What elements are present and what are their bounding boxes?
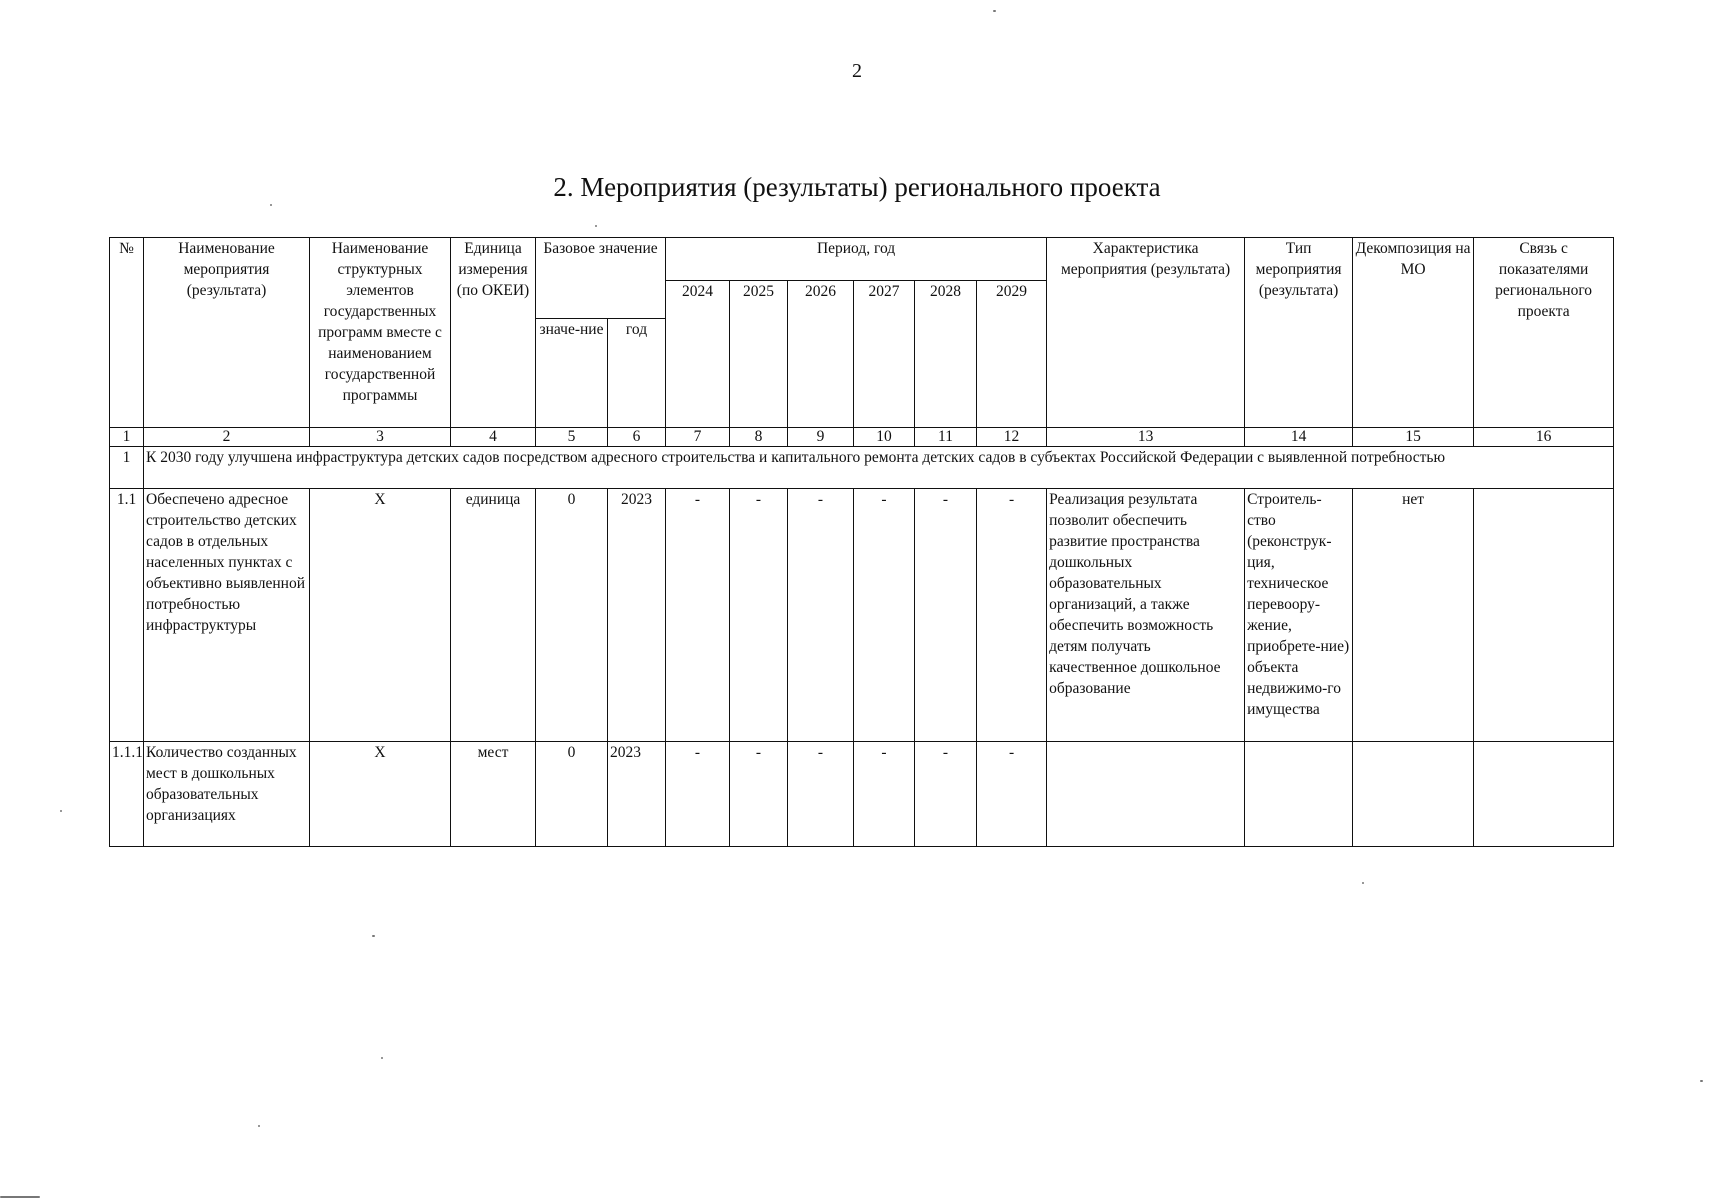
scan-speck [270, 204, 272, 206]
header-struct: Наименование структурных элементов государственных программ вместе с наименованием государственной программы [310, 238, 451, 428]
scan-speck [595, 225, 597, 227]
column-number: 14 [1245, 428, 1353, 447]
column-number: 7 [666, 428, 730, 447]
row-num: 1.1.1 [110, 742, 144, 847]
header-link: Связь с показателями регионального проекта [1474, 238, 1614, 428]
column-number: 5 [536, 428, 608, 447]
document-title: 2. Мероприятия (результаты) регионального проекта [553, 172, 1161, 202]
row-base-year: 2023 [608, 489, 666, 742]
header-year: 2025 [730, 281, 788, 428]
page-number: 2 [852, 60, 862, 82]
row-link [1474, 489, 1614, 742]
scan-speck [381, 1057, 383, 1059]
column-number: 1 [110, 428, 144, 447]
row-year-value: - [854, 742, 915, 847]
events-table [109, 237, 1614, 847]
column-number: 2 [144, 428, 310, 447]
column-number: 16 [1474, 428, 1614, 447]
header-name: Наименование мероприятия (результата) [144, 238, 310, 428]
scan-speck [993, 10, 996, 12]
table-row [110, 742, 1614, 847]
row-type: Строитель-ство (реконструк-ция, техническое перевоору-жение, приобрете-ние) объекта недвижимо-го имущества [1245, 489, 1353, 742]
row-characteristic [1047, 742, 1245, 847]
scan-speck [0, 1196, 40, 1198]
column-number: 15 [1353, 428, 1474, 447]
row-year-value: - [915, 742, 977, 847]
scan-speck [60, 810, 62, 812]
header-num: № [110, 238, 144, 428]
header-year: 2027 [854, 281, 915, 428]
header-decomposition: Декомпозиция на МО [1353, 238, 1474, 428]
row-num: 1.1 [110, 489, 144, 742]
section-row [110, 447, 1614, 489]
column-number: 13 [1047, 428, 1245, 447]
row-decomposition [1353, 742, 1474, 847]
column-number: 6 [608, 428, 666, 447]
header-base: Базовое значение [536, 238, 666, 319]
header-year: 2029 [977, 281, 1047, 428]
row-year-value: - [915, 489, 977, 742]
row-struct: X [310, 742, 451, 847]
header-base-value: значе-ние [536, 319, 608, 428]
column-number: 3 [310, 428, 451, 447]
row-name: Обеспечено адресное строительство детских садов в отдельных населенных пунктах с объективно выявленной потребностью инфраструктуры [144, 489, 310, 742]
column-number: 9 [788, 428, 854, 447]
row-year-value: - [788, 489, 854, 742]
column-number: 11 [915, 428, 977, 447]
row-year-value: - [730, 489, 788, 742]
row-base-value: 0 [536, 742, 608, 847]
column-number: 12 [977, 428, 1047, 447]
row-year-value: - [666, 742, 730, 847]
header-year: 2028 [915, 281, 977, 428]
scan-speck [1700, 1080, 1703, 1082]
header-base-year: год [608, 319, 666, 428]
section-text: К 2030 году улучшена инфраструктура детских садов посредством адресного строительства и капитального ремонта детских садов в субъектах Российской Федерации с выявленной потребностью [144, 447, 1614, 489]
column-number: 8 [730, 428, 788, 447]
row-struct: X [310, 489, 451, 742]
section-num: 1 [110, 447, 144, 489]
row-type [1245, 742, 1353, 847]
row-link [1474, 742, 1614, 847]
row-characteristic: Реализация результата позволит обеспечить развитие пространства дошкольных образовательных организаций, а также обеспечить возможность детям получать качественное дошкольное образование [1047, 489, 1245, 742]
row-year-value: - [854, 489, 915, 742]
header-characteristic: Характеристика мероприятия (результата) [1047, 238, 1245, 428]
table-row [110, 489, 1614, 742]
row-year-value: - [977, 489, 1047, 742]
row-unit: единица [451, 489, 536, 742]
column-number: 10 [854, 428, 915, 447]
header-type: Тип мероприятия (результата) [1245, 238, 1353, 428]
row-name: Количество созданных мест в дошкольных образовательных организациях [144, 742, 310, 847]
row-year-value: - [977, 742, 1047, 847]
row-year-value: - [666, 489, 730, 742]
scan-speck [372, 935, 375, 937]
row-year-value: - [730, 742, 788, 847]
header-year: 2024 [666, 281, 730, 428]
row-base-year: 2023 [608, 742, 666, 847]
scan-speck [258, 1125, 260, 1127]
header-unit: Единица измерения (по ОКЕИ) [451, 238, 536, 428]
row-decomposition: нет [1353, 489, 1474, 742]
header-period: Период, год [666, 238, 1047, 281]
scan-speck [1362, 882, 1364, 884]
row-base-value: 0 [536, 489, 608, 742]
row-unit: мест [451, 742, 536, 847]
column-number: 4 [451, 428, 536, 447]
header-year: 2026 [788, 281, 854, 428]
row-year-value: - [788, 742, 854, 847]
